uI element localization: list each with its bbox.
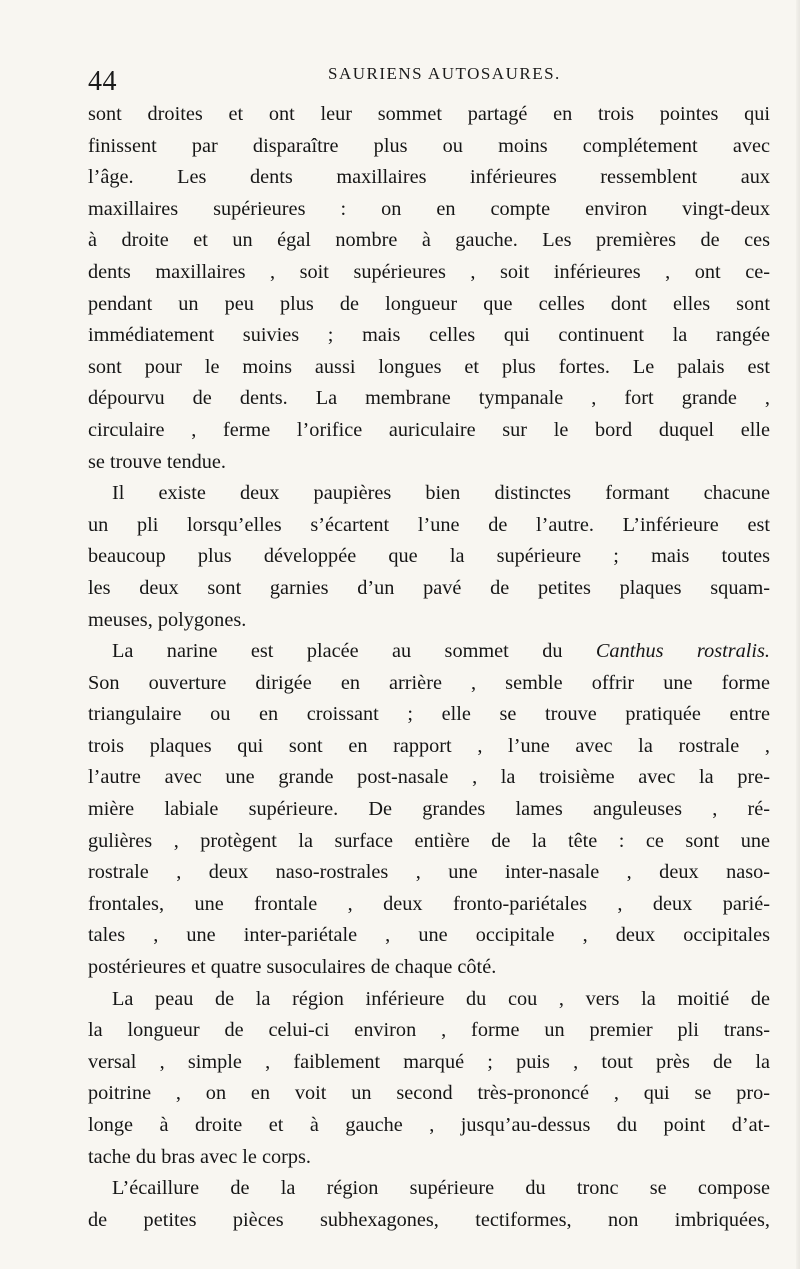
text-line: Son ouverture dirigée en arrière , semble offrir une forme: [88, 671, 770, 694]
text-line: triangulaire ou en croissant ; elle se trouve pratiquée entre: [88, 703, 770, 726]
text-line: se trouve tendue.: [88, 450, 226, 473]
page-header: [88, 60, 768, 100]
text-line: la longueur de celui-ci environ , forme un premier pli trans-: [88, 1019, 770, 1042]
text-line: l’âge. Les dents maxillaires inférieures ressemblent aux: [88, 166, 770, 189]
text-line: immédiatement suivies ; mais celles qui continuent la rangée: [88, 324, 770, 347]
text-line: dents maxillaires , soit supérieures , soit inférieures , ont ce-: [88, 260, 770, 283]
text-line: dépourvu de dents. La membrane tympanale , fort grande ,: [88, 387, 770, 410]
text-line: trois plaques qui sont en rapport , l’une avec la rostrale ,: [88, 734, 770, 757]
text-line: versal , simple , faiblement marqué ; puis , tout près de la: [88, 1050, 770, 1073]
text-line: pendant un peu plus de longueur que celles dont elles sont: [88, 292, 770, 315]
text-line: l’autre avec une grande post-nasale , la troisième avec la pre-: [88, 766, 770, 789]
text-line: longe à droite et à gauche , jusqu’au-dessus du point d’at-: [88, 1114, 770, 1136]
text-line: circulaire , ferme l’orifice auriculaire sur le bord duquel elle: [88, 418, 770, 441]
text-line: meuses, polygones.: [88, 608, 247, 631]
text-line: les deux sont garnies d’un pavé de petites plaques squam-: [88, 576, 770, 599]
text-run: La narine est placée au sommet du: [112, 640, 563, 663]
page-edge: [796, 0, 800, 1269]
text-line: à droite et un égal nombre à gauche. Les premières de ces: [88, 229, 770, 252]
running-title: SAURIENS AUTOSAURES.: [328, 64, 561, 83]
text-line: finissent par disparaître plus ou moins complétement avec: [88, 134, 770, 157]
page-number: 44: [88, 66, 117, 97]
italic-term: Canthus rostralis.: [595, 640, 771, 663]
text-line: La peau de la région inférieure du cou , vers la moitié de: [112, 987, 770, 1010]
text-line: tache du bras avec le corps.: [88, 1145, 311, 1168]
text-line: poitrine , on en voit un second très-prononcé , qui se pro-: [88, 1082, 770, 1105]
text-line: L’écaillure de la région supérieure du tronc se compose: [112, 1177, 770, 1200]
text-line: de petites pièces subhexagones, tectiformes, non imbriquées,: [88, 1208, 770, 1231]
text-line: tales , une inter-pariétale , une occipitale , deux occipitales: [88, 924, 770, 947]
text-line: mière labiale supérieure. De grandes lames anguleuses , ré-: [88, 798, 770, 821]
text-line: Il existe deux paupières bien distinctes formant chacune: [112, 482, 770, 505]
text-line: frontales, une frontale , deux fronto-pariétales , deux parié-: [88, 892, 770, 915]
body-text: [88, 99, 770, 1236]
text-line: sont pour le moins aussi longues et plus fortes. Le palais est: [88, 355, 770, 378]
text-line: gulières , protègent la surface entière de la tête : ce sont une: [88, 829, 770, 852]
text-line: maxillaires supérieures : on en compte environ vingt-deux: [88, 197, 770, 220]
text-line: beaucoup plus développée que la supérieure ; mais toutes: [88, 545, 770, 568]
text-line: postérieures et quatre susoculaires de chaque côté.: [88, 956, 497, 979]
text-line-with-italic: [88, 636, 770, 668]
text-line: sont droites et ont leur sommet partagé en trois pointes qui: [88, 103, 770, 125]
text-line: rostrale , deux naso-rostrales , une inter-nasale , deux naso-: [88, 861, 770, 884]
text-line: un pli lorsqu’elles s’écartent l’une de l’autre. L’inférieure est: [88, 513, 770, 536]
